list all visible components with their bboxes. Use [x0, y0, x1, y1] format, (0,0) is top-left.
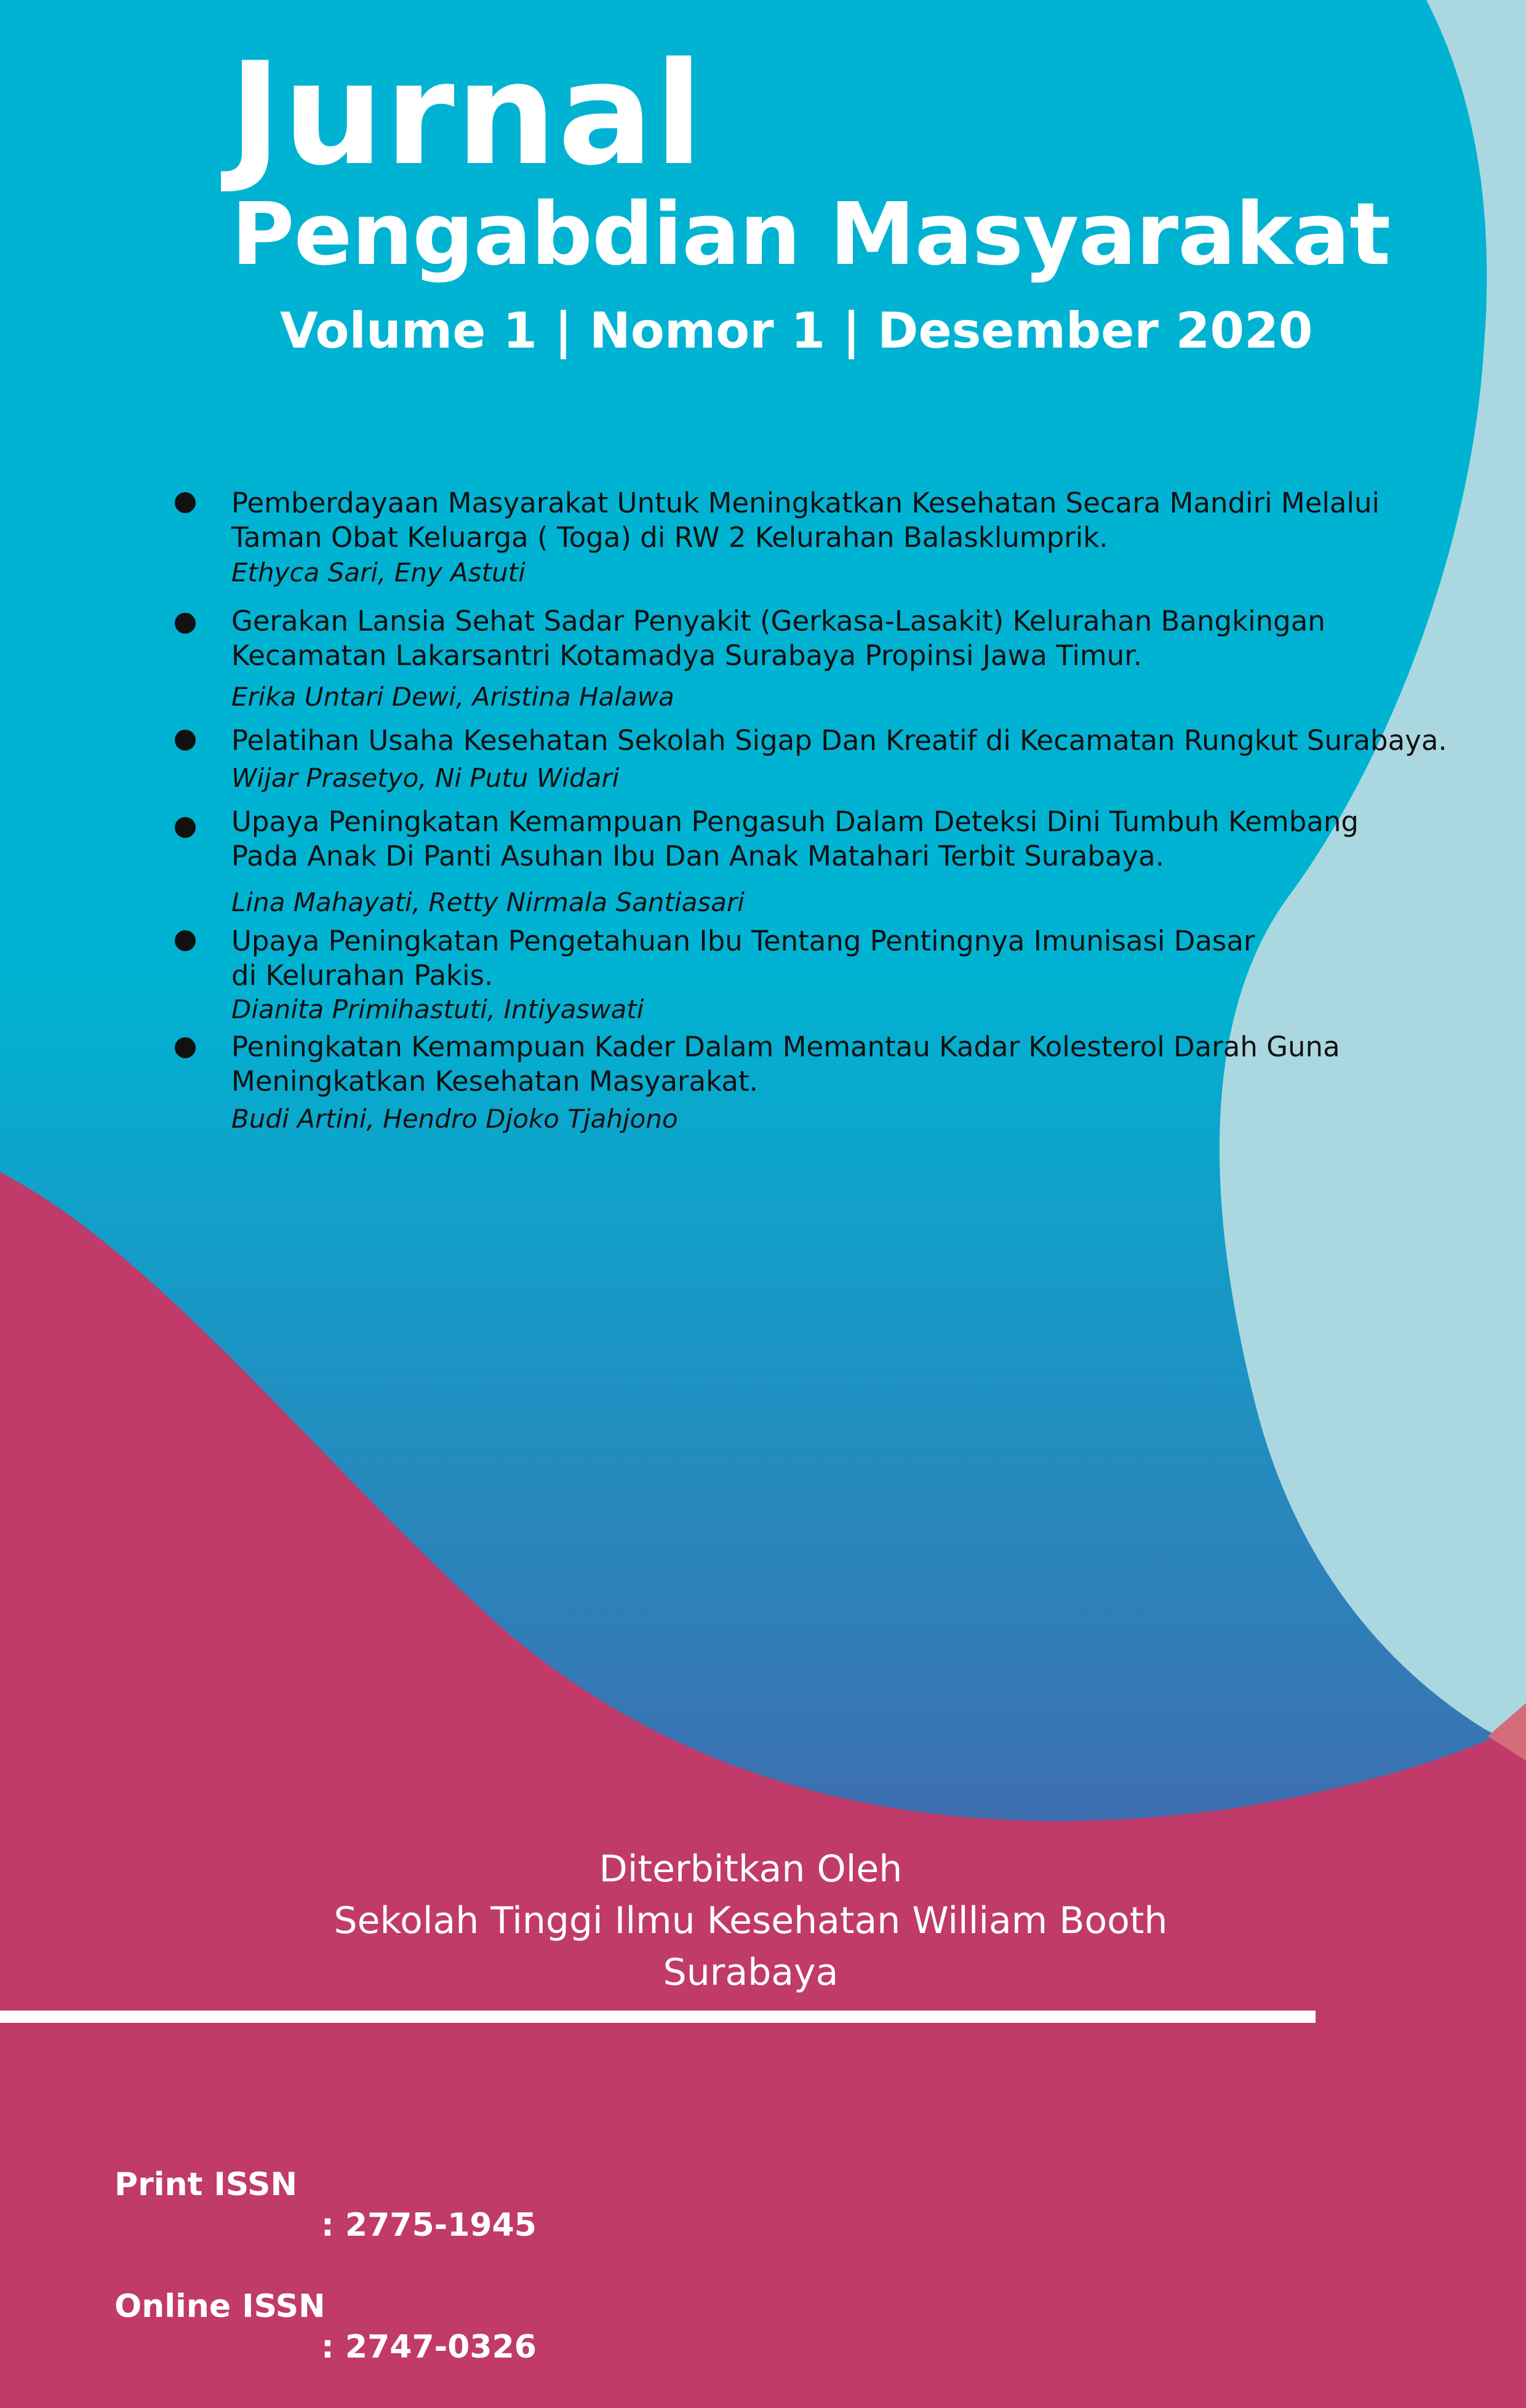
bullet-icon: [175, 613, 196, 634]
bullet-icon: [175, 817, 196, 838]
journal-title-main: Jurnal: [229, 33, 705, 197]
article-title-line: Pelatihan Usaha Kesehatan Sekolah Sigap Dan Kreatif di Kecamatan Rungkut Surabaya.: [231, 724, 1447, 757]
article-title-line: Pada Anak Di Panti Asuhan Ibu Dan Anak Matahari Terbit Surabaya.: [231, 840, 1165, 872]
article-title-line: Upaya Peningkatan Pengetahuan Ibu Tentang Pentingnya Imunisasi Dasar: [231, 925, 1255, 957]
article-title-line: Meningkatkan Kesehatan Masyarakat.: [231, 1065, 758, 1098]
publisher-block: [246, 1843, 1255, 1998]
article-title-line: Gerakan Lansia Sehat Sadar Penyakit (Gerkasa-Lasakit) Kelurahan Bangkingan: [231, 605, 1325, 637]
article-title-line: Peningkatan Kemampuan Kader Dalam Memantau Kadar Kolesterol Darah Guna: [231, 1031, 1340, 1063]
article-authors: Ethyca Sari, Eny Astuti: [231, 557, 525, 588]
print-issn-value: : 2775-1945: [321, 2207, 537, 2244]
article-title: [231, 486, 1474, 555]
online-issn-value: : 2747-0326: [321, 2329, 537, 2366]
publisher-city: Surabaya: [663, 1951, 839, 1994]
issue-line: Volume 1 | Nomor 1 | Desember 2020: [280, 302, 1313, 359]
article-title-line: Upaya Peningkatan Kemampuan Pengasuh Dalam Deteksi Dini Tumbuh Kembang: [231, 805, 1359, 838]
divider: [0, 2011, 1316, 2023]
article-title: [231, 1030, 1474, 1099]
article-authors: Erika Untari Dewi, Aristina Halawa: [231, 682, 674, 712]
online-issn-label: Online ISSN: [114, 2288, 326, 2325]
publisher-label: Diterbitkan Oleh: [599, 1848, 903, 1891]
article-title-line: Taman Obat Keluarga ( Toga) di RW 2 Kelurahan Balasklumprik.: [231, 521, 1108, 554]
bullet-icon: [175, 1037, 196, 1058]
article-title-line: Pemberdayaan Masyarakat Untuk Meningkatkan Kesehatan Secara Mandiri Melalui: [231, 487, 1380, 519]
article-title: [231, 604, 1474, 673]
article-authors: Wijar Prasetyo, Ni Putu Widari: [231, 763, 620, 793]
article-authors: Lina Mahayati, Retty Nirmala Santiasari: [231, 887, 745, 917]
bullet-icon: [175, 492, 196, 513]
article-title: [231, 805, 1474, 874]
print-issn-label: Print ISSN: [114, 2166, 297, 2203]
article-title: [231, 724, 1474, 758]
journal-title-sub: Pengabdian Masyarakat: [231, 185, 1391, 285]
article-authors: Dianita Primihastuti, Intiyaswati: [231, 994, 644, 1024]
article-title: [231, 924, 1474, 993]
print-issn-row: [114, 2124, 537, 2244]
article-authors: Budi Artini, Hendro Djoko Tjahjono: [231, 1104, 678, 1134]
bullet-icon: [175, 930, 196, 951]
publisher-name: Sekolah Tinggi Ilmu Kesehatan William Booth: [334, 1899, 1168, 1942]
article-title-line: di Kelurahan Pakis.: [231, 959, 493, 992]
online-issn-row: [114, 2246, 537, 2366]
bullet-icon: [175, 730, 196, 751]
article-title-line: Kecamatan Lakarsantri Kotamadya Surabaya Propinsi Jawa Timur.: [231, 639, 1142, 672]
issn-block: [114, 2043, 537, 2366]
